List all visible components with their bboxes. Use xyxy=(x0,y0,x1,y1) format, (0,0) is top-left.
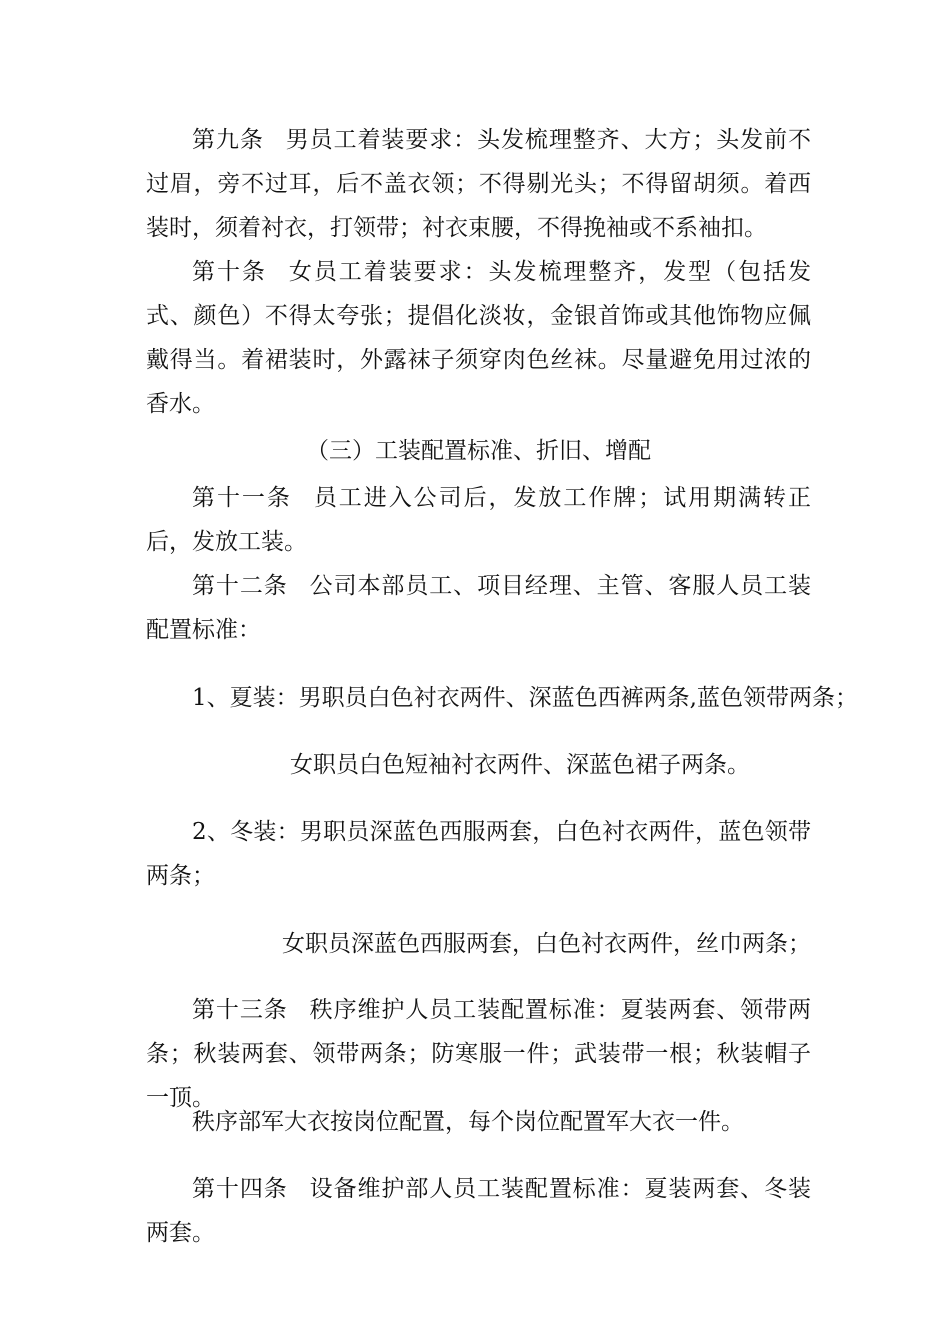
article-9 xyxy=(146,118,811,250)
winter-uniform-women: 女职员深蓝色西服两套，白色衬衣两件，丝巾两条； xyxy=(282,931,811,957)
article-12-label: 第十二条 xyxy=(192,573,288,599)
winter-uniform-men: 2、冬装：男职员深蓝色西服两套，白色衬衣两件，蓝色领带两条； xyxy=(146,819,811,889)
article-14-label: 第十四条 xyxy=(192,1176,288,1202)
article-10-label: 第十条 xyxy=(192,259,267,285)
article-14-text: 设备维护部人员工装配置标准：夏装两套、冬装两套。 xyxy=(146,1176,812,1246)
article-13-label: 第十三条 xyxy=(192,997,288,1023)
summer-uniform-women: 女职员白色短袖衬衣两件、深蓝色裙子两条。 xyxy=(290,752,750,778)
article-10 xyxy=(146,250,811,426)
article-11 xyxy=(146,476,811,564)
section-heading: （三）工装配置标准、折旧、增配 xyxy=(306,438,651,464)
coat-note: 秩序部军大衣按岗位配置，每个岗位配置军大衣一件。 xyxy=(192,1109,744,1135)
article-9-label: 第九条 xyxy=(192,127,264,153)
summer-uniform-men: 1、夏装：男职员白色衬衣两件、深蓝色西裤两条,蓝色领带两条； xyxy=(192,685,858,711)
article-14 xyxy=(146,1167,811,1255)
article-11-text: 员工进入公司后，发放工作牌；试用期满转正后，发放工装。 xyxy=(146,485,812,555)
article-11-label: 第十一条 xyxy=(192,485,292,511)
article-13-text: 秩序维护人员工装配置标准：夏装两套、领带两条；秋装两套、领带两条；防寒服一件；武装带一根；秋装帽子一顶。 xyxy=(146,997,812,1111)
article-10-text: 女员工着装要求：头发梳理整齐，发型（包括发式、颜色）不得太夸张；提倡化淡妆，金银首饰或其他饰物应佩戴得当。着裙装时，外露袜子须穿肉色丝袜。尽量避免用过浓的香水。 xyxy=(146,259,812,417)
article-12 xyxy=(146,564,811,652)
article-12-text: 公司本部员工、项目经理、主管、客服人员工装配置标准： xyxy=(146,573,812,643)
article-9-text: 男员工着装要求：头发梳理整齐、大方；头发前不过眉，旁不过耳，后不盖衣领；不得剔光头；不得留胡须。着西装时，须着衬衣，打领带；衬衣束腰，不得挽袖或不系袖扣。 xyxy=(146,127,811,241)
